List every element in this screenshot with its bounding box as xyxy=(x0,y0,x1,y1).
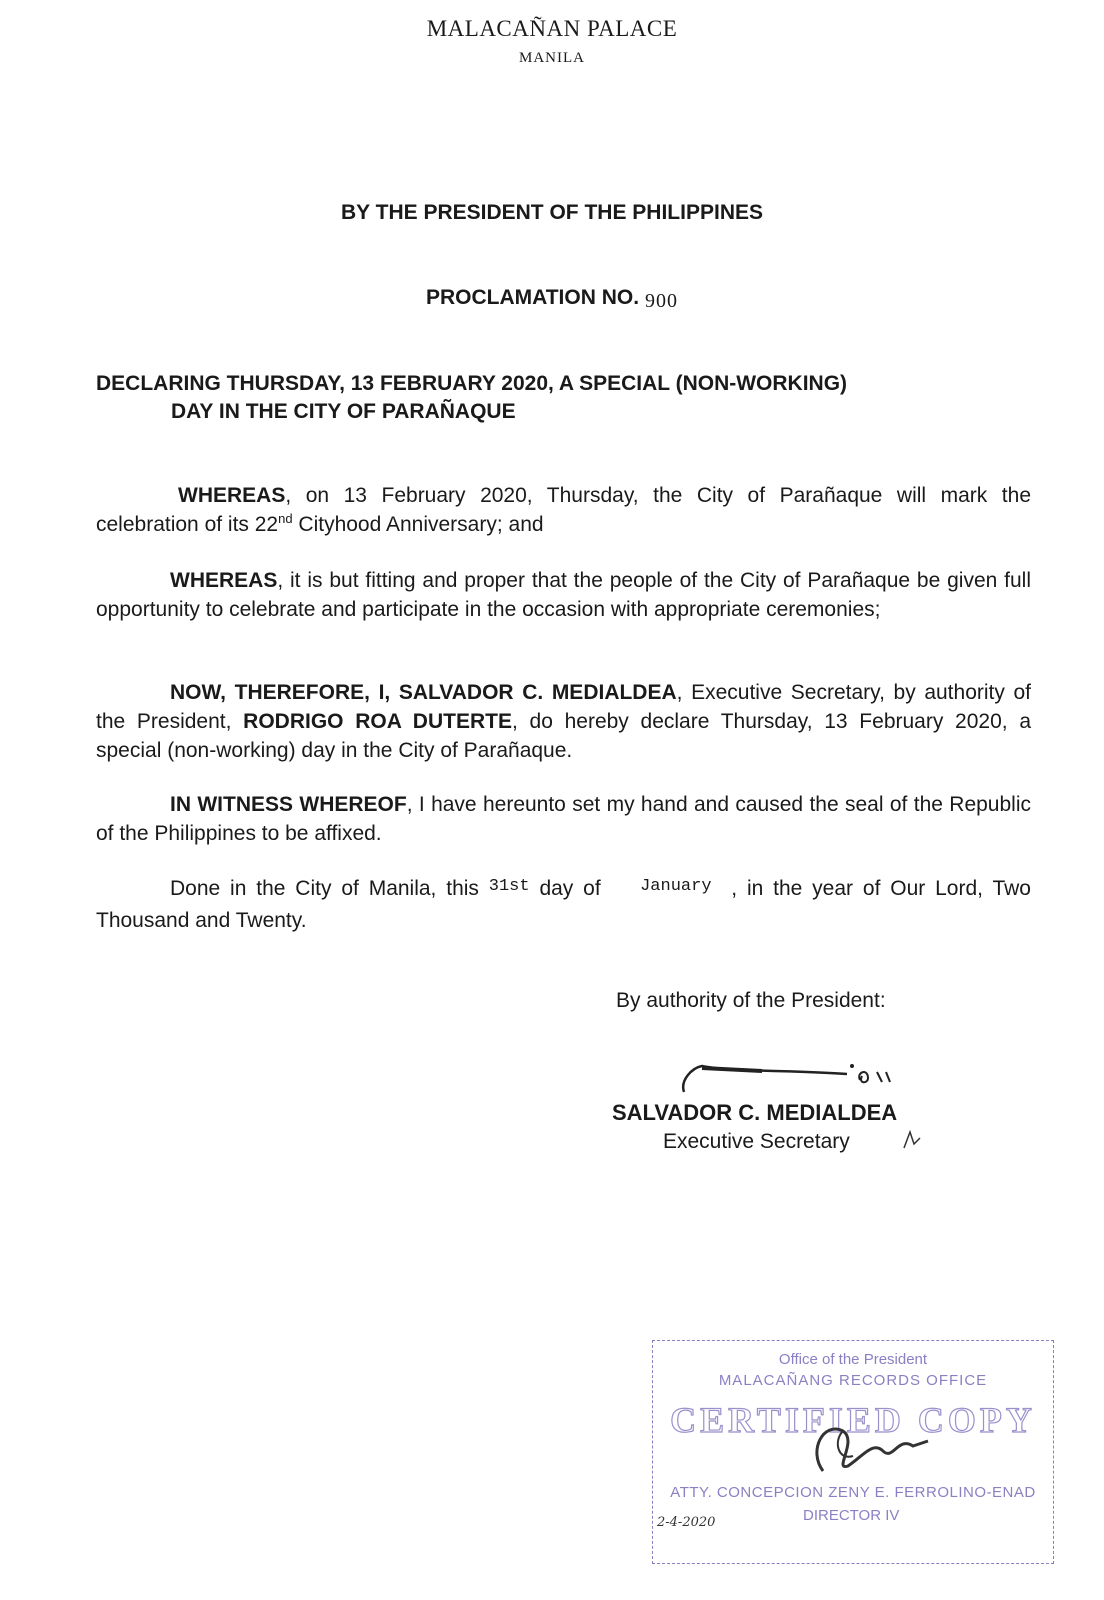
paragraph-text: , Executive Secretary, by authority of the President, xyxy=(96,681,1032,733)
whereas-lead: WHEREAS xyxy=(170,569,278,592)
whereas-lead: WHEREAS xyxy=(178,484,286,507)
proclamation-label: PROCLAMATION NO. xyxy=(425,286,640,309)
certified-copy-stamp xyxy=(652,1340,1054,1564)
typed-day: 31st xyxy=(488,877,530,896)
proclamation-title-line-1: DECLARING THURSDAY, 13 FEBRUARY 2020, A SPECIAL (NON-WORKING) xyxy=(96,372,848,395)
paragraph-text: Cityhood Anniversary; and xyxy=(292,513,544,536)
now-therefore-paragraph xyxy=(96,678,1031,765)
signatory-name: SALVADOR C. MEDIALDEA xyxy=(612,1100,898,1125)
proclamation-heading xyxy=(0,286,1104,310)
paragraph-text: Done in the City of Manila, this xyxy=(170,877,489,900)
stamp-office: Office of the President xyxy=(778,1351,928,1368)
paragraph-text: , it is but fitting and proper that the people of the City of Parañaque be given full opportunity to celebrate and participate in the occasion with appropriate ceremonies; xyxy=(96,569,1031,621)
letterhead-subtitle: MANILA xyxy=(519,50,585,66)
signatory-title: Executive Secretary xyxy=(663,1130,850,1153)
witness-lead: IN WITNESS WHEREOF xyxy=(170,793,407,816)
paragraph-text: , in the year of Our Lord, Two Thousand and Twenty. xyxy=(96,877,1031,932)
president-name: RODRIGO ROA DUTERTE xyxy=(243,710,512,733)
proclamation-title xyxy=(96,370,1036,426)
ordinal-suffix: nd xyxy=(278,511,293,526)
typed-month: January xyxy=(640,877,712,896)
witness-paragraph xyxy=(96,790,1031,848)
authority-line: By authority of the President: xyxy=(616,989,886,1012)
stamp-certified-copy: CERTIFIED COPY xyxy=(670,1400,1036,1440)
stamp-attorney-name: ATTY. CONCEPCION ZENY E. FERROLINO-ENAD xyxy=(670,1484,1036,1501)
whereas-paragraph-2 xyxy=(96,566,1031,624)
now-therefore-lead: NOW, THEREFORE, I, SALVADOR C. MEDIALDEA xyxy=(170,681,677,704)
paragraph-text: , do hereby declare Thursday, 13 February 2020, a special (non-working) day in the City of Parañaque. xyxy=(96,710,1031,762)
whereas-paragraph-1 xyxy=(96,481,1031,539)
issuer-heading: BY THE PRESIDENT OF THE PHILIPPINES xyxy=(340,201,763,224)
paragraph-text: , I have hereunto set my hand and caused the seal of the Republic of the Philippines to be affixed. xyxy=(96,793,1031,845)
stamp-director: DIRECTOR IV xyxy=(803,1507,900,1524)
paragraph-text: , on 13 February 2020, Thursday, the City of Parañaque will mark the celebration of its 22 xyxy=(96,484,1031,536)
stamp-handwritten-date: 2-4-2020 xyxy=(657,1515,716,1530)
proclamation-title-line-2: DAY IN THE CITY OF PARAÑAQUE xyxy=(171,400,516,423)
paragraph-text: day of xyxy=(529,877,611,900)
initial-mark xyxy=(900,1128,924,1152)
stamp-records-office: MALACAÑANG RECORDS OFFICE xyxy=(718,1372,988,1389)
signature-scribble xyxy=(672,1050,922,1102)
done-paragraph xyxy=(96,874,1031,935)
proclamation-number: 900 xyxy=(645,290,679,312)
stamp-signature xyxy=(803,1411,933,1491)
letterhead-title: MALACAÑAN PALACE xyxy=(426,16,678,41)
